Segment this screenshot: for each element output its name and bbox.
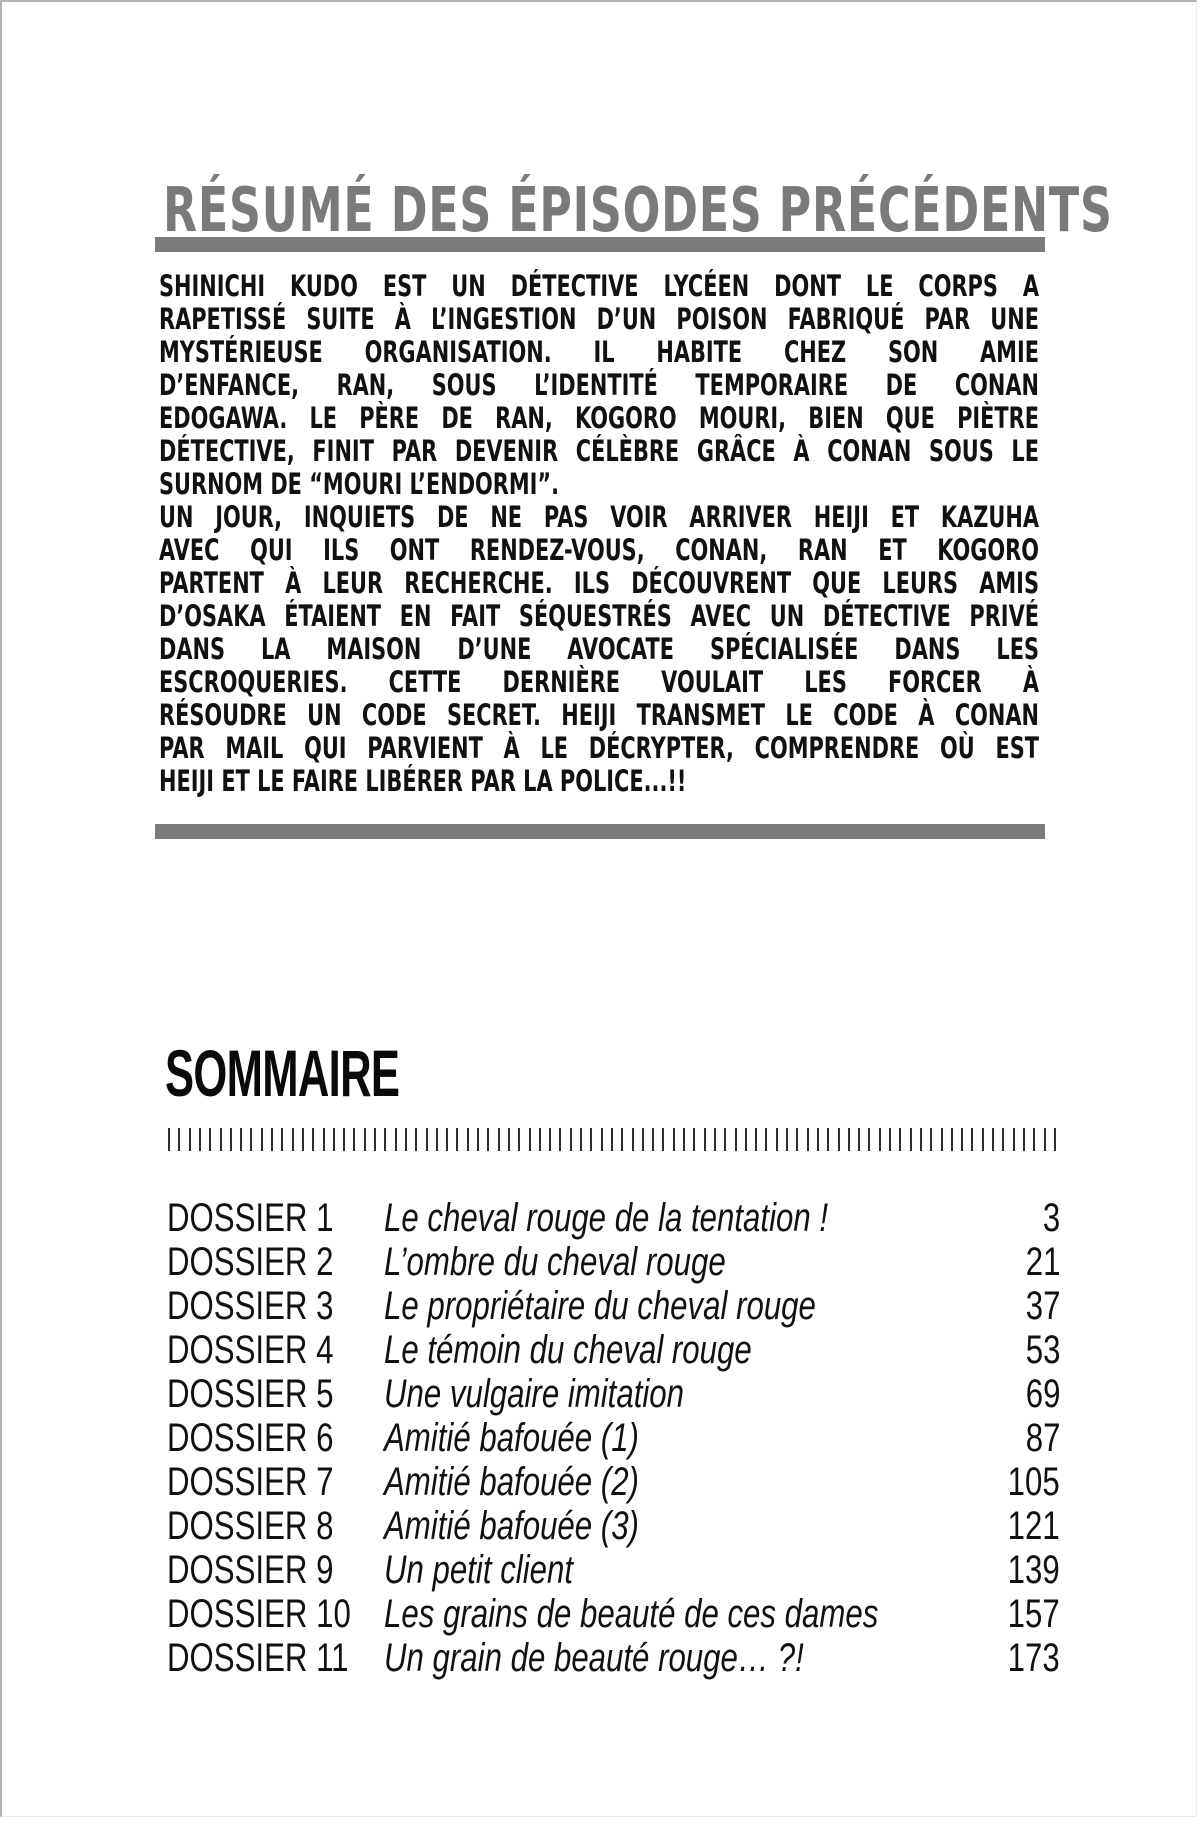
tick-mark	[312, 1128, 314, 1151]
tick-mark	[662, 1128, 664, 1151]
tick-mark	[168, 1128, 170, 1151]
resume-bottom-bar	[155, 824, 1045, 839]
tick-mark	[611, 1128, 613, 1151]
tick-mark	[384, 1128, 386, 1151]
sommaire-title: SOMMAIRE	[165, 1036, 400, 1110]
tick-mark	[343, 1128, 345, 1151]
chapter-title: Amitié bafouée (3)	[384, 1504, 639, 1548]
chapter-title: Un grain de beauté rouge… ?!	[384, 1636, 804, 1680]
tick-mark	[189, 1128, 191, 1151]
tick-mark	[817, 1128, 819, 1151]
tick-mark	[178, 1128, 180, 1151]
summary-line-text: HEIJI ET LE FAIRE LIBÉRER PAR LA POLICE...!!	[159, 764, 687, 798]
tick-mark	[951, 1128, 953, 1151]
tick-mark	[487, 1128, 489, 1151]
summary-line	[159, 699, 1039, 732]
tick-mark	[415, 1128, 417, 1151]
page-number: 3	[1042, 1196, 1060, 1240]
toc-entry[interactable]	[167, 1328, 1062, 1372]
tick-mark	[858, 1128, 860, 1151]
tick-mark	[714, 1128, 716, 1151]
tick-mark	[930, 1128, 932, 1151]
summary-line	[159, 732, 1039, 765]
tick-mark	[889, 1128, 891, 1151]
summary-line-text: D’OSAKA ÉTAIENT EN FAIT SÉQUESTRÉS AVEC UN DÉTECTIVE PRIVÉ	[159, 599, 1040, 633]
tick-mark	[271, 1128, 273, 1151]
tick-mark	[693, 1128, 695, 1151]
chapter-title: L’ombre du cheval rouge	[384, 1240, 726, 1284]
summary-line-text: DÉTECTIVE, FINIT PAR DEVENIR CÉLÈBRE GRÂCE À CONAN SOUS LE	[159, 434, 1039, 468]
tick-mark	[838, 1128, 840, 1151]
tick-mark	[446, 1128, 448, 1151]
decorative-tick-divider	[168, 1128, 1061, 1151]
tick-mark	[827, 1128, 829, 1151]
tick-mark	[508, 1128, 510, 1151]
tick-mark	[302, 1128, 304, 1151]
tick-mark	[961, 1128, 963, 1151]
chapter-label: DOSSIER 3	[167, 1284, 334, 1328]
tick-mark	[426, 1128, 428, 1151]
tick-mark	[580, 1128, 582, 1151]
chapter-title: Les grains de beauté de ces dames	[384, 1592, 879, 1636]
summary-line-text: ESCROQUERIES. CETTE DERNIÈRE VOULAIT LES FORCER À	[159, 665, 1039, 699]
tick-mark	[498, 1128, 500, 1151]
tick-mark	[467, 1128, 469, 1151]
chapter-title: Le témoin du cheval rouge	[384, 1328, 752, 1372]
tick-mark	[704, 1128, 706, 1151]
summary-line	[159, 402, 1039, 435]
tick-mark	[518, 1128, 520, 1151]
tick-mark	[807, 1128, 809, 1151]
tick-mark	[456, 1128, 458, 1151]
tick-mark	[941, 1128, 943, 1151]
page-number: 139	[1007, 1548, 1060, 1592]
tick-mark	[364, 1128, 366, 1151]
toc-entry[interactable]	[167, 1592, 1062, 1636]
summary-line	[159, 336, 1039, 369]
chapter-label: DOSSIER 7	[167, 1460, 334, 1504]
tick-mark	[240, 1128, 242, 1151]
summary-line	[159, 765, 1039, 798]
tick-mark	[220, 1128, 222, 1151]
tick-mark	[642, 1128, 644, 1151]
tick-mark	[724, 1128, 726, 1151]
resume-header	[155, 174, 1113, 254]
tick-mark	[765, 1128, 767, 1151]
tick-mark	[899, 1128, 901, 1151]
toc-entry[interactable]	[167, 1460, 1062, 1504]
tick-mark	[1013, 1128, 1015, 1151]
tick-mark	[848, 1128, 850, 1151]
tick-mark	[199, 1128, 201, 1151]
tick-mark	[261, 1128, 263, 1151]
tick-mark	[745, 1128, 747, 1151]
tick-mark	[992, 1128, 994, 1151]
summary-line-text: DANS LA MAISON D’UNE AVOCATE SPÉCIALISÉE DANS LES	[159, 632, 1040, 666]
tick-mark	[559, 1128, 561, 1151]
chapter-title: Une vulgaire imitation	[384, 1372, 685, 1416]
chapter-label: DOSSIER 6	[167, 1416, 334, 1460]
table-of-contents	[167, 1196, 1062, 1680]
tick-mark	[281, 1128, 283, 1151]
toc-entry[interactable]	[167, 1196, 1062, 1240]
tick-mark	[539, 1128, 541, 1151]
summary-line	[159, 501, 1039, 534]
summary-line	[159, 534, 1039, 567]
tick-mark	[1044, 1128, 1046, 1151]
summary-line	[159, 435, 1039, 468]
tick-mark	[405, 1128, 407, 1151]
chapter-label: DOSSIER 11	[167, 1636, 349, 1680]
tick-mark	[683, 1128, 685, 1151]
tick-mark	[920, 1128, 922, 1151]
tick-mark	[1002, 1128, 1004, 1151]
tick-mark	[1023, 1128, 1025, 1151]
chapter-label: DOSSIER 1	[167, 1196, 334, 1240]
tick-mark	[776, 1128, 778, 1151]
tick-mark	[1033, 1128, 1035, 1151]
page-number: 87	[1025, 1416, 1060, 1460]
tick-mark	[632, 1128, 634, 1151]
tick-mark	[1054, 1128, 1056, 1151]
tick-mark	[549, 1128, 551, 1151]
tick-mark	[333, 1128, 335, 1151]
tick-mark	[353, 1128, 355, 1151]
chapter-label: DOSSIER 8	[167, 1504, 334, 1548]
tick-mark	[910, 1128, 912, 1151]
summary-line-text: SHINICHI KUDO EST UN DÉTECTIVE LYCÉEN DONT LE CORPS A	[159, 269, 1039, 303]
tick-mark	[250, 1128, 252, 1151]
tick-mark	[590, 1128, 592, 1151]
page-number: 173	[1007, 1636, 1060, 1680]
summary-line-text: RÉSOUDRE UN CODE SECRET. HEIJI TRANSMET LE CODE À CONAN	[159, 698, 1039, 732]
page-number: 105	[1007, 1460, 1060, 1504]
summary-line-text: RAPETISSÉ SUITE À L’INGESTION D’UN POISON FABRIQUÉ PAR UNE	[159, 302, 1039, 336]
tick-mark	[673, 1128, 675, 1151]
tick-mark	[477, 1128, 479, 1151]
summary-line-text: MYSTÉRIEUSE ORGANISATION. IL HABITE CHEZ SON AMIE	[159, 335, 1039, 369]
tick-mark	[786, 1128, 788, 1151]
resume-summary-text	[159, 270, 1039, 798]
chapter-label: DOSSIER 4	[167, 1328, 334, 1372]
page-number: 37	[1025, 1284, 1060, 1328]
chapter-label: DOSSIER 2	[167, 1240, 334, 1284]
summary-line	[159, 567, 1039, 600]
page-number: 53	[1025, 1328, 1060, 1372]
tick-mark	[292, 1128, 294, 1151]
summary-line-text: SURNOM DE “MOURI L’ENDORMI”.	[159, 467, 560, 501]
summary-line-text: PARTENT À LEUR RECHERCHE. ILS DÉCOUVRENT QUE LEURS AMIS	[159, 566, 1039, 600]
chapter-label: DOSSIER 10	[167, 1592, 351, 1636]
toc-entry[interactable]	[167, 1636, 1062, 1680]
chapter-title: Un petit client	[384, 1548, 574, 1592]
tick-mark	[436, 1128, 438, 1151]
toc-entry[interactable]	[167, 1284, 1062, 1328]
tick-mark	[735, 1128, 737, 1151]
summary-line-text: EDOGAWA. LE PÈRE DE RAN, KOGORO MOURI, BIEN QUE PIÈTRE	[159, 401, 1039, 435]
page-number: 69	[1025, 1372, 1060, 1416]
tick-mark	[971, 1128, 973, 1151]
toc-entry[interactable]	[167, 1372, 1062, 1416]
page-number: 21	[1025, 1240, 1060, 1284]
tick-mark	[652, 1128, 654, 1151]
summary-line	[159, 633, 1039, 666]
tick-mark	[755, 1128, 757, 1151]
summary-line-text: D’ENFANCE, RAN, SOUS L’IDENTITÉ TEMPORAIRE DE CONAN	[159, 368, 1039, 402]
chapter-title: Le cheval rouge de la tentation !	[384, 1196, 829, 1240]
tick-mark	[982, 1128, 984, 1151]
tick-mark	[621, 1128, 623, 1151]
summary-line-text: AVEC QUI ILS ONT RENDEZ-VOUS, CONAN, RAN ET KOGORO	[159, 533, 1039, 567]
chapter-label: DOSSIER 9	[167, 1548, 334, 1592]
toc-entry[interactable]	[167, 1416, 1062, 1460]
page-number: 157	[1007, 1592, 1060, 1636]
summary-line	[159, 270, 1039, 303]
toc-entry[interactable]	[167, 1504, 1062, 1548]
tick-mark	[323, 1128, 325, 1151]
summary-line	[159, 600, 1039, 633]
tick-mark	[879, 1128, 881, 1151]
summary-line	[159, 666, 1039, 699]
chapter-label: DOSSIER 5	[167, 1372, 334, 1416]
resume-title: RÉSUMÉ DES ÉPISODES PRÉCÉDENTS	[163, 174, 1113, 247]
chapter-title: Amitié bafouée (1)	[384, 1416, 639, 1460]
tick-mark	[868, 1128, 870, 1151]
toc-entry[interactable]	[167, 1548, 1062, 1592]
tick-mark	[796, 1128, 798, 1151]
tick-mark	[395, 1128, 397, 1151]
summary-line-text: UN JOUR, INQUIETS DE NE PAS VOIR ARRIVER HEIJI ET KAZUHA	[159, 500, 1039, 534]
tick-mark	[601, 1128, 603, 1151]
summary-line	[159, 369, 1039, 402]
summary-line	[159, 468, 1039, 501]
tick-mark	[209, 1128, 211, 1151]
tick-mark	[570, 1128, 572, 1151]
summary-line	[159, 303, 1039, 336]
chapter-title: Le propriétaire du cheval rouge	[384, 1284, 816, 1328]
summary-line-text: PAR MAIL QUI PARVIENT À LE DÉCRYPTER, COMPRENDRE OÙ EST	[159, 731, 1040, 765]
tick-mark	[374, 1128, 376, 1151]
page-number: 121	[1007, 1504, 1060, 1548]
tick-mark	[529, 1128, 531, 1151]
toc-entry[interactable]	[167, 1240, 1062, 1284]
tick-mark	[230, 1128, 232, 1151]
chapter-title: Amitié bafouée (2)	[384, 1460, 639, 1504]
